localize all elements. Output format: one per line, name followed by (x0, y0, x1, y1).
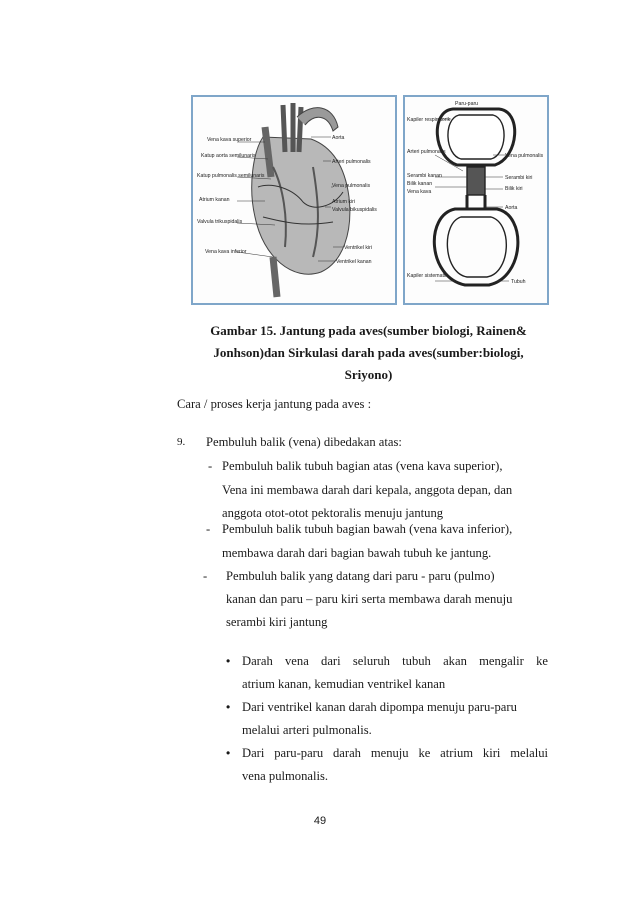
dash-marker: - (203, 569, 208, 583)
bullet-dot: • (226, 700, 231, 714)
caption-line: Sriyono) (344, 367, 393, 382)
label-vena-pulmonalis: Vena pulmonalis (332, 183, 371, 189)
label-arteri-pulmonalis: Arteri pulmonalis (332, 159, 371, 165)
caption-line: Jonhson)dan Sirkulasi darah pada aves(sumber:biologi, (213, 345, 524, 360)
figure-caption (196, 320, 541, 386)
label-atrium-kiri: Atrium kiri (332, 199, 356, 205)
label-katup-aorta: Katup aorta semilunaris (201, 153, 256, 159)
label-serambi-kanan: Serambi kanan (407, 173, 442, 179)
bullet-line: Dari ventrikel kanan darah dipompa menuju paru-paru (242, 700, 517, 714)
label-vena-kava-inferior: Vena kava inferior (205, 249, 247, 255)
item-number: 9. (177, 436, 186, 448)
bullet-line: vena pulmonalis. (242, 769, 329, 783)
page-number: 49 (313, 815, 327, 827)
bullet-dot: • (226, 746, 231, 760)
bullet-line: melalui arteri pulmonalis. (242, 723, 372, 737)
circulation-figure (403, 95, 549, 305)
label-bilik-kanan: Bilik kanan (407, 181, 433, 187)
bullet-line: Darah vena dari seluruh tubuh akan mengalir ke (242, 654, 548, 668)
caption-line: Gambar 15. Jantung pada aves(sumber biologi, Rainen& (210, 323, 527, 338)
label-paru-paru: Paru-paru (455, 101, 479, 107)
heart-diagram (193, 97, 395, 303)
label-aorta-circ: Aorta (505, 205, 518, 211)
bullet-line: atrium kanan, kemudian ventrikel kanan (242, 677, 446, 691)
label-tubuh: Tubuh (511, 279, 526, 285)
label-katup-pulmonalis: Katup pulmonalis semilunaris (197, 173, 265, 179)
sub-item-line: Pembuluh balik tubuh bagian bawah (vena kava inferior), (222, 522, 513, 536)
label-vena-pulmonalis-circ: Vena pulmonalis (505, 153, 544, 159)
label-aorta: Aorta (332, 135, 345, 141)
sub-item-line: kanan dan paru – paru kiri serta membawa darah menuju (226, 592, 513, 606)
label-ventrikel-kiri: Ventrikel kiri (344, 245, 372, 251)
sub-item-line: serambi kiri jantung (226, 615, 328, 629)
label-vena-kava-circ: Vena kava (407, 189, 432, 195)
label-valvula-trikuspidalis: Valvula trikuspidalis (197, 219, 243, 225)
label-kapiler-respiratorik: Kapiler respiratorik (407, 117, 451, 123)
label-bilik-kiri: Bilik kiri (505, 186, 523, 192)
label-serambi-kiri: Serambi kiri (505, 175, 533, 181)
intro-text: Cara / proses kerja jantung pada aves : (177, 397, 372, 411)
sub-item-line: Pembuluh balik yang datang dari paru - paru (pulmo) (226, 569, 495, 583)
bullet-line: Dari paru-paru darah menuju ke atrium kiri melalui (242, 746, 548, 760)
bullet-dot: • (226, 654, 231, 668)
dash-marker: - (208, 459, 213, 473)
item-heading: Pembuluh balik (vena) dibedakan atas: (206, 435, 402, 449)
label-arteri-pulmonalis-circ: Arteri pulmonalis (407, 149, 446, 155)
sub-item-line: Vena ini membawa darah dari kepala, anggota depan, dan (222, 483, 513, 497)
label-kapiler-sistematik: Kapiler sistematik (407, 273, 448, 279)
sub-item-line: membawa darah dari bagian bawah tubuh ke jantung. (222, 546, 492, 560)
dash-marker: - (206, 522, 211, 536)
label-vena-kava-superior: Vena kava superior (207, 137, 252, 143)
heart-figure (191, 95, 397, 305)
label-ventrikel-kanan: Ventrikel kanan (336, 259, 372, 265)
sub-item-line: anggota otot-otot pektoralis menuju jantung (222, 506, 444, 520)
label-atrium-kanan: Atrium kanan (199, 197, 230, 203)
label-valvula-bikuspidalis: Valvula bikuspidalis (332, 207, 377, 213)
sub-item-line: Pembuluh balik tubuh bagian atas (vena kava superior), (222, 459, 503, 473)
circulation-diagram (405, 97, 547, 303)
